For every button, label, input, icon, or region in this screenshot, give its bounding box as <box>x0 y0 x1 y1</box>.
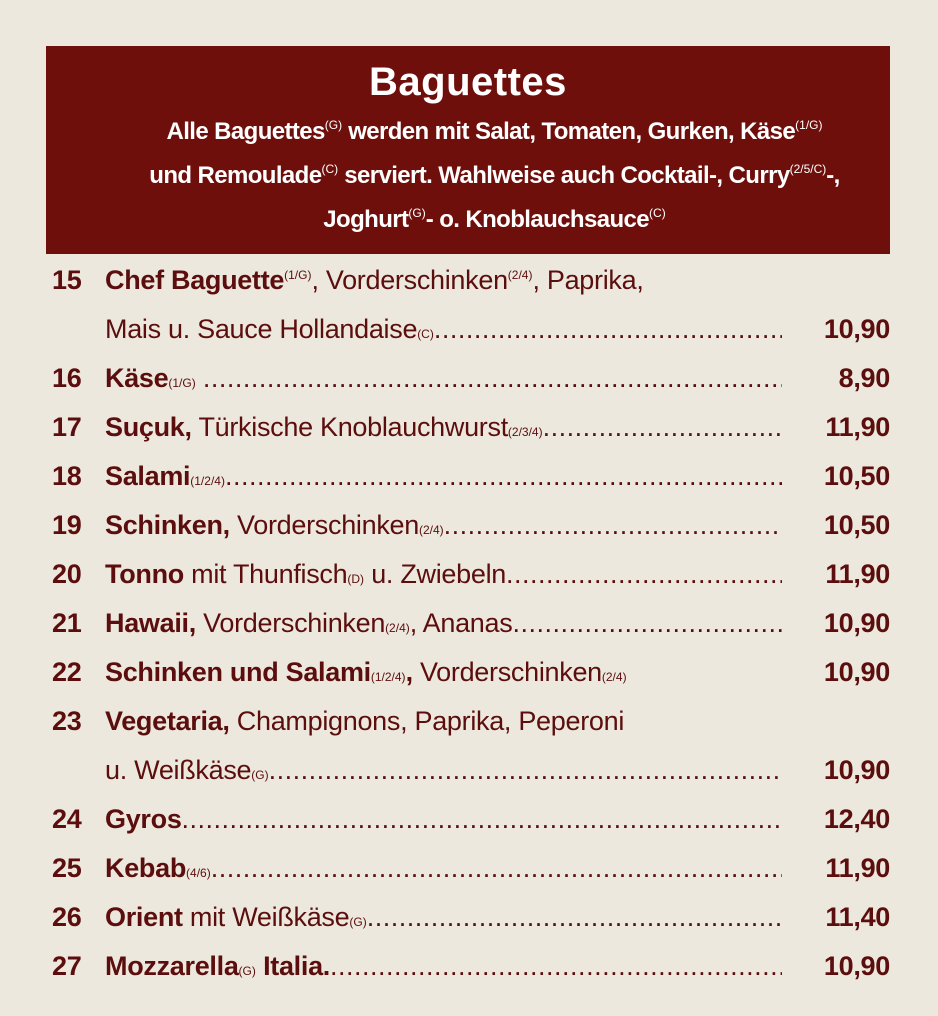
leader-dots <box>330 942 782 991</box>
leader-dots <box>367 893 782 942</box>
item-description: Champignons, Paprika, Peperoni <box>229 706 625 736</box>
item-number: 23 <box>52 706 82 736</box>
leader-dots <box>512 599 782 648</box>
item-number: 16 <box>52 363 82 393</box>
item-description: Vorderschinken <box>412 657 602 687</box>
item-number: 20 <box>52 559 82 589</box>
item-price: 10,90 <box>823 314 890 344</box>
leader-dots <box>434 305 782 354</box>
section-header <box>46 46 890 254</box>
item-number: 26 <box>52 902 82 932</box>
item-number: 15 <box>52 265 82 295</box>
item-price: 10,90 <box>823 657 890 687</box>
item-name: Mozzarella <box>105 951 239 981</box>
leader-dots <box>182 795 782 844</box>
item-description: , Vorderschinken <box>311 265 508 295</box>
item-price: 10,90 <box>823 755 890 785</box>
item-name: Schinken, <box>105 510 230 540</box>
item-description: mit Weißkäse <box>182 902 350 932</box>
item-number: 22 <box>52 657 82 687</box>
menu-item: 17 Suçuk, Türkische Knoblauchwurst (2/3/4) ..... 11,90 <box>52 403 890 452</box>
item-price: 10,50 <box>823 461 890 491</box>
item-price: 8,90 <box>838 363 890 393</box>
leader-dots <box>444 501 782 550</box>
item-name: Salami <box>105 461 191 491</box>
item-name: Tonno <box>105 559 184 589</box>
item-number: 27 <box>52 951 82 981</box>
menu-item: 19 Schinken, Vorderschinken (2/4) ..... 10,50 <box>52 501 890 550</box>
item-name: Chef Baguette <box>105 265 285 295</box>
menu-item: 20 Tonno mit Thunfisch (D) u. Zwiebeln ..... 11,90 <box>52 550 890 599</box>
item-price: 11,90 <box>825 412 890 442</box>
item-description: mit Thunfisch <box>183 559 348 589</box>
item-number: 18 <box>52 461 82 491</box>
menu-item: 25 Kebab (4/6) ..... 11,90 <box>52 844 890 893</box>
item-description: Türkische Knoblauchwurst <box>191 412 508 442</box>
menu-item: 22 Schinken und Salami (1/2/4) , Vorderschinken (2/4) 10,90 <box>52 648 890 697</box>
item-price: 11,90 <box>825 559 890 589</box>
item-price: 10,50 <box>823 510 890 540</box>
leader-dots <box>543 403 782 452</box>
item-name: Gyros <box>105 804 182 834</box>
item-name: Kebab <box>105 853 187 883</box>
item-number: 21 <box>52 608 82 638</box>
menu-item: 26 Orient mit Weißkäse (G) ..... 11,40 <box>52 893 890 942</box>
item-price: 11,40 <box>825 902 890 932</box>
item-name: Suçuk, <box>105 412 192 442</box>
leader-dots <box>211 844 782 893</box>
item-name: Käse <box>105 363 169 393</box>
leader-dots <box>506 550 782 599</box>
menu-item <box>52 795 890 844</box>
item-name: Hawaii, <box>105 608 196 638</box>
menu-item: 23 Vegetaria, Champignons, Paprika, Peperoni u. Weißkäse (G) ..... 10,90 <box>52 697 890 795</box>
leader-dots <box>269 746 782 795</box>
item-price: 10,90 <box>823 951 890 981</box>
leader-dots <box>225 452 782 501</box>
item-price: 11,90 <box>825 853 890 883</box>
menu-item: 18 Salami (1/2/4) ..... 10,50 <box>52 452 890 501</box>
menu-list <box>52 256 890 991</box>
item-description: Vorderschinken <box>229 510 419 540</box>
item-name: Orient <box>105 902 183 932</box>
item-number: 25 <box>52 853 82 883</box>
menu-item: 21 Hawaii, Vorderschinken (2/4) , Ananas ..... 10,90 <box>52 599 890 648</box>
item-price: 12,40 <box>823 804 890 834</box>
item-name: Schinken und Salami <box>105 657 371 687</box>
menu-item: 15 Chef Baguette$^{(1/G)}$, Vorderschinken$^{(2/4)}$, Paprika, Mais u. Sauce Hollandaise (C) ..... 10,90 <box>52 256 890 354</box>
menu-item: 27 Mozzarella (G) Italia. ..... 10,90 <box>52 942 890 991</box>
item-price: 10,90 <box>823 608 890 638</box>
item-number: 24 <box>52 804 82 834</box>
section-intro: Alle Baguettes$^{(G)}$ werden mit Salat, Tomaten, Gurken, Käse$^{(1/G)}$ und Remoulade$^{(C)}$ serviert. Wahlweise auch Cocktail-, Curry$^{(2/5/C)}$-, Joghurt$^{(G)}$- o. Knoblauchsauce$^{(C)}$ <box>149 118 840 233</box>
item-description: Vorderschinken <box>195 608 386 638</box>
item-name: Vegetaria, <box>105 706 230 736</box>
item-number: 19 <box>52 510 82 540</box>
section-title: Baguettes <box>369 60 567 104</box>
leader-dots <box>203 354 782 403</box>
item-number: 17 <box>52 412 82 442</box>
menu-item: 16 Käse (1/G) ..... 8,90 <box>52 354 890 403</box>
